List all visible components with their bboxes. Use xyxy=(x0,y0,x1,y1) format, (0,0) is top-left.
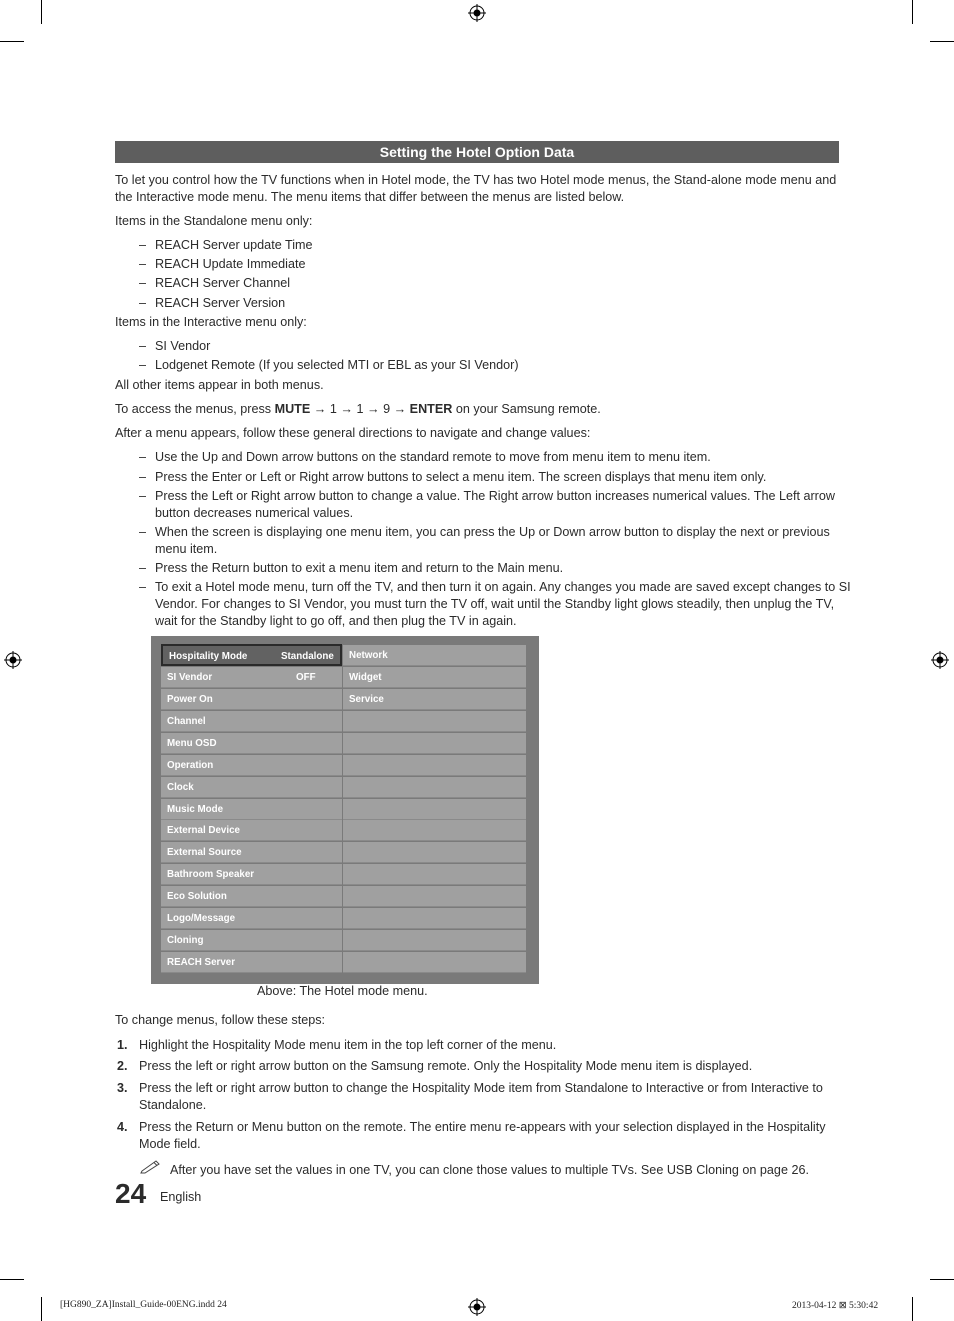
menu-item-widget[interactable]: Widget xyxy=(343,667,526,688)
list-item: – REACH Server update Time xyxy=(139,238,313,252)
registration-mark-icon xyxy=(468,1298,486,1316)
steps-heading: To change menus, follow these steps: xyxy=(115,1013,326,1027)
print-slug-timestamp: 2013-04-12 ⊠ 5:30:42 xyxy=(792,1301,879,1311)
menu-item-hospitality-mode[interactable]: Hospitality Mode Standalone xyxy=(161,644,342,666)
list-item: – Press the Enter or Left or Right arrow buttons to select a menu item. The screen displays that menu item only. xyxy=(139,470,767,484)
interactive-heading: Items in the Interactive menu only: xyxy=(115,315,307,329)
registration-mark-icon xyxy=(468,4,486,22)
menu-item-power-on[interactable]: Power On xyxy=(161,689,342,710)
crop-mark xyxy=(41,1297,42,1321)
menu-item-cloning[interactable]: Cloning xyxy=(161,930,342,951)
section-title: Setting the Hotel Option Data xyxy=(115,141,839,163)
crop-mark xyxy=(41,0,42,24)
menu-item-music-mode[interactable]: Music Mode xyxy=(161,799,342,820)
hotel-mode-menu xyxy=(151,636,539,984)
menu-cell-empty xyxy=(343,799,526,820)
menu-item-network[interactable]: Network xyxy=(343,645,526,666)
menu-item-operation[interactable]: Operation xyxy=(161,755,342,776)
list-item: – REACH Server Version xyxy=(139,296,286,310)
list-item: – Lodgenet Remote (If you selected MTI or EBL as your SI Vendor) xyxy=(139,358,519,372)
menu-cell-empty xyxy=(343,864,526,885)
list-item: – SI Vendor xyxy=(139,339,211,353)
standalone-heading: Items in the Standalone menu only: xyxy=(115,214,313,228)
list-item: – REACH Update Immediate xyxy=(139,257,306,271)
crop-mark xyxy=(0,41,24,42)
menu-cell-empty xyxy=(343,842,526,863)
crop-mark xyxy=(912,0,913,24)
list-item: – Use the Up and Down arrow buttons on the standard remote to move from menu item to menu item. xyxy=(139,450,711,464)
menu-cell-empty xyxy=(343,930,526,951)
menu-item-service[interactable]: Service xyxy=(343,689,526,710)
menu-item-menu-osd[interactable]: Menu OSD xyxy=(161,733,342,754)
access-instruction: To access the menus, press MUTE → 1 → 1 → 9 → ENTER on your Samsung remote. xyxy=(115,402,601,416)
crop-mark xyxy=(930,1279,954,1280)
menu-item-logo-message[interactable]: Logo/Message xyxy=(161,908,342,929)
page-language: English xyxy=(160,1190,202,1204)
directions-heading: After a menu appears, follow these general directions to navigate and change values: xyxy=(115,426,591,440)
menu-cell-empty xyxy=(343,908,526,929)
menu-item-external-device[interactable]: External Device xyxy=(161,820,342,841)
menu-cell-empty xyxy=(343,755,526,776)
menu-cell-empty xyxy=(343,733,526,754)
menu-cell-empty xyxy=(343,820,526,841)
menu-item-eco-solution[interactable]: Eco Solution xyxy=(161,886,342,907)
menu-item-clock[interactable]: Clock xyxy=(161,777,342,798)
registration-mark-icon xyxy=(4,651,22,669)
intro-paragraph: To let you control how the TV functions when in Hotel mode, the TV has two Hotel mode menus, the Stand-alone mode menu and the Interactive mode menu. The menu items that differ between the menus are listed below. xyxy=(115,173,837,204)
menu-item-external-source[interactable]: External Source xyxy=(161,842,342,863)
crop-mark xyxy=(912,1297,913,1321)
figure-caption: Above: The Hotel mode menu. xyxy=(257,984,428,998)
list-item: 1. Highlight the Hospitality Mode menu item in the top left corner of the menu. xyxy=(117,1038,557,1052)
pencil-note-icon xyxy=(140,1158,162,1174)
list-item: – Press the Return button to exit a menu item and return to the Main menu. xyxy=(139,561,564,575)
menu-item-si-vendor[interactable]: SI Vendor OFF xyxy=(161,667,342,688)
crop-mark xyxy=(0,1279,24,1280)
menu-item-bathroom-speaker[interactable]: Bathroom Speaker xyxy=(161,864,342,885)
menu-cell-empty xyxy=(343,711,526,732)
list-item: – When the screen is displaying one menu item, you can press the Up or Down arrow button to display the next or previous menu item. xyxy=(139,525,830,556)
menu-item-reach-server[interactable]: REACH Server xyxy=(161,952,342,973)
page-number: 24 xyxy=(115,1178,147,1209)
list-item: 2. Press the left or right arrow button on the Samsung remote. Only the Hospitality Mode menu item is displayed. xyxy=(117,1059,753,1073)
registration-mark-icon xyxy=(931,651,949,669)
both-menus-note: All other items appear in both menus. xyxy=(115,378,324,392)
list-item: 4. Press the Return or Menu button on the remote. The entire menu re-appears with your selection displayed in the Hospitality Mode field. xyxy=(117,1120,826,1151)
print-slug-file: [HG890_ZA]Install_Guide-00ENG.indd 24 xyxy=(60,1300,227,1310)
menu-cell-empty xyxy=(343,777,526,798)
crop-mark xyxy=(930,41,954,42)
menu-cell-empty xyxy=(343,886,526,907)
note-text: After you have set the values in one TV, you can clone those values to multiple TVs. See USB Cloning on page 26. xyxy=(170,1163,809,1177)
menu-item-channel[interactable]: Channel xyxy=(161,711,342,732)
list-item: – Press the Left or Right arrow button to change a value. The Right arrow button increases numerical values. The Left arrow button decreases numerical values. xyxy=(139,489,835,520)
list-item: – To exit a Hotel mode menu, turn off the TV, and then turn it on again. Any changes you made are saved except changes to SI Vendor. For changes to SI Vendor, you must turn the TV off, wait until the Standby light glows steadily, then unplug the TV, wait for the Standby light to go off, and then plug the TV in again. xyxy=(139,580,851,628)
list-item: 3. Press the left or right arrow button to change the Hospitality Mode item from Standalone to Interactive or from Interactive to Standalone. xyxy=(117,1081,823,1112)
list-item: – REACH Server Channel xyxy=(139,276,291,290)
menu-cell-empty xyxy=(343,952,526,973)
